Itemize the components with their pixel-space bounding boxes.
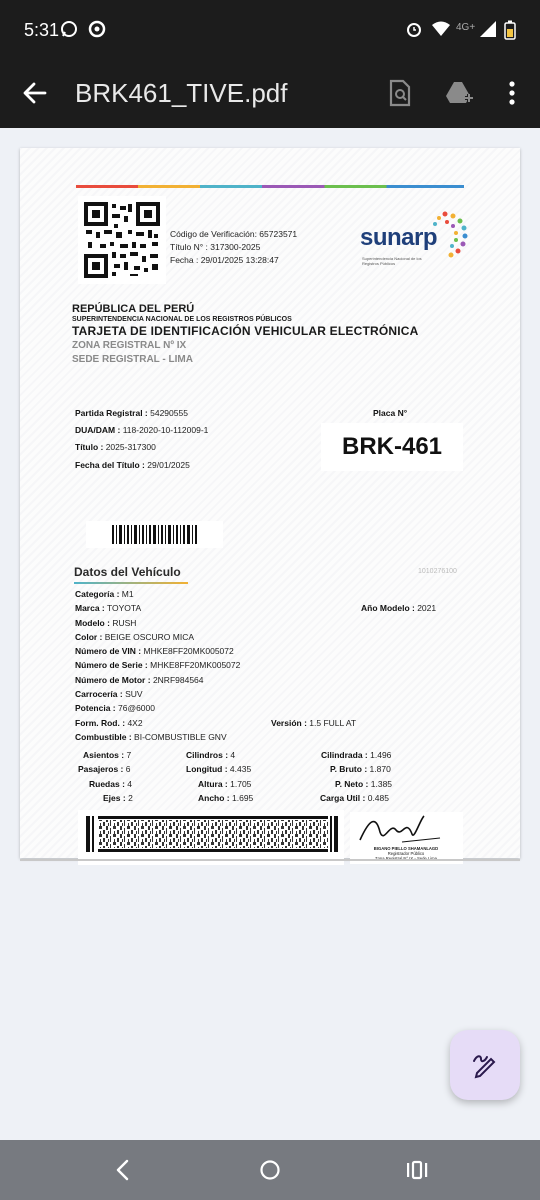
plate-label: Placa N° bbox=[373, 408, 408, 418]
status-time: 5:31 bbox=[24, 20, 60, 40]
pneto-row: P. Neto : 1.385 bbox=[335, 779, 393, 789]
cilindrada-row: Cilindrada : 1.496 bbox=[321, 750, 392, 760]
drive-add-icon[interactable] bbox=[444, 78, 474, 108]
serie-row: Número de Serie : MHKE8FF20MK005072 bbox=[75, 660, 241, 670]
ejes-row: Ejes : 2 bbox=[103, 793, 133, 803]
alarm-icon bbox=[405, 20, 423, 38]
verification-block bbox=[170, 228, 297, 267]
pbruto-row: P. Bruto : 1.870 bbox=[330, 764, 391, 774]
modelo-row: Modelo : RUSH bbox=[75, 618, 137, 628]
ruedas-row: Ruedas : 4 bbox=[89, 779, 133, 789]
header-color-strip bbox=[76, 185, 464, 188]
whatsapp-icon bbox=[60, 20, 78, 38]
categoria-row: Categoría : M1 bbox=[75, 589, 134, 599]
partida-row: Partida Registral : 54290555 bbox=[75, 408, 188, 418]
section-underline bbox=[74, 582, 188, 584]
anio-row: Año Modelo : 2021 bbox=[361, 603, 437, 613]
back-nav-icon[interactable] bbox=[111, 1158, 135, 1182]
chrome-icon bbox=[88, 20, 106, 38]
pdf417-barcode bbox=[78, 810, 344, 865]
version-row: Versión : 1.5 FULL AT bbox=[271, 718, 357, 728]
verification-code: Código de Verificación: 65723571 bbox=[170, 229, 298, 239]
document-title: BRK461_TIVE.pdf bbox=[75, 78, 288, 108]
country-heading: REPÚBLICA DEL PERÚ bbox=[72, 303, 195, 315]
recents-nav-icon[interactable] bbox=[405, 1158, 429, 1182]
dua-row: DUA/DAM : 118-2020-10-112009-1 bbox=[75, 425, 209, 435]
edit-sign-icon bbox=[471, 1051, 499, 1079]
signature-text: BIGANO PIELLO SHAMANLAGD Registrador Público bbox=[373, 846, 439, 856]
pasajeros-row: Pasajeros : 6 bbox=[78, 764, 131, 774]
back-arrow-icon[interactable] bbox=[20, 78, 50, 108]
marca-row: Marca : TOYOTA bbox=[75, 603, 142, 613]
ancho-row: Ancho : 1.695 bbox=[198, 793, 254, 803]
zona-heading: ZONA REGISTRAL Nº IX bbox=[72, 340, 187, 351]
vin-row: Número de VIN : MHKE8FF20MK005072 bbox=[75, 646, 234, 656]
document-type-heading: TARJETA DE IDENTIFICACIÓN VEHICULAR ELECTRÓNICA bbox=[72, 324, 419, 338]
logo-word: sunarp bbox=[360, 224, 438, 251]
sunarp-logo bbox=[360, 206, 470, 276]
combustible-row: Combustible : BI-COMBUSTIBLE GNV bbox=[75, 732, 227, 742]
more-vert-icon[interactable] bbox=[497, 78, 527, 108]
altura-row: Altura : 1.705 bbox=[198, 779, 252, 789]
color-row: Color : BEIGE OSCURO MICA bbox=[75, 632, 195, 642]
pdf-page bbox=[20, 148, 520, 858]
logo-subtitle: Superintendencia Nacional de los Registros Públicos bbox=[362, 256, 422, 266]
titulo-number: Título N° : 317300-2025 bbox=[170, 242, 261, 252]
section-title: Datos del Vehículo bbox=[74, 565, 181, 579]
status-bar bbox=[0, 0, 540, 62]
network-type: 4G+ bbox=[456, 22, 476, 33]
search-in-document-icon[interactable] bbox=[385, 78, 415, 108]
carroceria-row: Carrocería : SUV bbox=[75, 689, 143, 699]
qr-code bbox=[78, 196, 166, 284]
battery-icon bbox=[504, 20, 516, 40]
small-barcode bbox=[86, 521, 223, 548]
edit-sign-button[interactable] bbox=[450, 1030, 520, 1100]
issue-date: Fecha : 29/01/2025 13:28:47 bbox=[170, 255, 279, 265]
motor-row: Número de Motor : 2NRF984564 bbox=[75, 675, 204, 685]
plate-number: BRK-461 bbox=[321, 423, 463, 471]
wifi-icon bbox=[431, 20, 451, 38]
titulo-row: Título : 2025-317300 bbox=[75, 442, 156, 452]
asientos-row: Asientos : 7 bbox=[83, 750, 132, 760]
cilindros-row: Cilindros : 4 bbox=[186, 750, 236, 760]
pdf-viewer[interactable] bbox=[0, 128, 540, 1140]
document-headings bbox=[72, 303, 419, 365]
reference-number: 1010276100 bbox=[418, 568, 457, 575]
navigation-bar bbox=[0, 1140, 540, 1200]
app-bar bbox=[0, 62, 540, 128]
sede-heading: SEDE REGISTRAL - LIMA bbox=[72, 354, 193, 365]
page-separator bbox=[20, 859, 520, 861]
signal-icon bbox=[479, 20, 497, 38]
carga-row: Carga Util : 0.485 bbox=[320, 793, 389, 803]
formrod-row: Form. Rod. : 4X2 bbox=[75, 718, 143, 728]
longitud-row: Longitud : 4.435 bbox=[186, 764, 252, 774]
agency-heading: SUPERINTENDENCIA NACIONAL DE LOS REGISTROS PÚBLICOS bbox=[72, 316, 292, 323]
potencia-row: Potencia : 76@6000 bbox=[75, 703, 155, 713]
home-nav-icon[interactable] bbox=[258, 1158, 282, 1182]
fecha-titulo-row: Fecha del Título : 29/01/2025 bbox=[75, 460, 190, 470]
